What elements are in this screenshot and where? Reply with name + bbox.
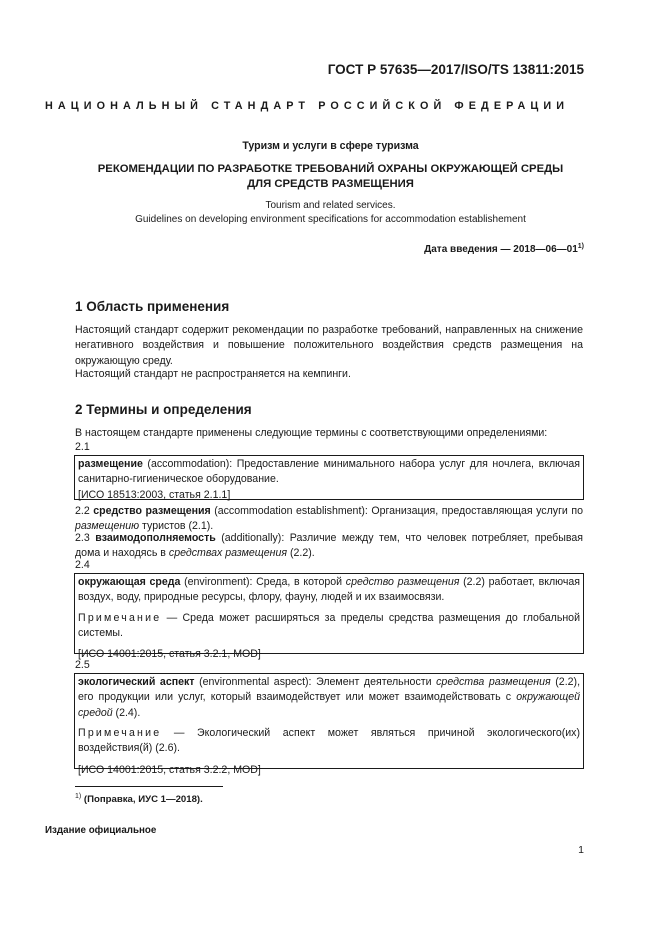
section-2-intro: В настоящем стандарте применены следующие термины с соответствующими определениями:: [75, 427, 548, 439]
footnote: [75, 792, 203, 807]
term-2-5-source: [ИСО 14001:2015, статья 3.2.2, MOD]: [78, 763, 261, 776]
term-2-4-term: окружающая среда: [78, 576, 181, 588]
term-2-3-term: взаимодополняемость: [95, 532, 216, 544]
term-2-2-text-b: туристов (2.1).: [139, 520, 214, 533]
term-2-3-italic: средствах размещения: [168, 547, 288, 560]
term-2-4-source: [ИСО 14001:2015, статья 3.2.1, MOD]: [78, 648, 261, 661]
document-title-line2: ДЛЯ СРЕДСТВ РАЗМЕЩЕНИЯ: [247, 178, 414, 190]
section-2-heading: 2 Термины и определения: [75, 402, 252, 417]
national-standard-banner: НАЦИОНАЛЬНЫЙ СТАНДАРТ РОССИЙСКОЙ ФЕДЕРАЦИИ: [45, 100, 570, 112]
term-2-2-text-a: (accommodation establishment): Организация, предоставляющая услуги по: [210, 505, 583, 517]
term-2-5-text-a: (environmental aspect): Элемент деятельности: [194, 676, 437, 688]
term-2-3-text-b: (2.2).: [287, 547, 315, 560]
term-2-2-term: средство размещения: [93, 505, 211, 517]
term-2-4-text-b: (2.2) работает, включая воздух, воду, природные ресурсы, флору, фауну, людей и их взаимосвязи.: [78, 576, 580, 604]
document-title-line1: РЕКОМЕНДАЦИИ ПО РАЗРАБОТКЕ ТРЕБОВАНИЙ ОХРАНЫ ОКРУЖАЮЩЕЙ СРЕДЫ: [97, 163, 564, 175]
term-2-4-box: [74, 573, 584, 661]
section-1-text-1: Настоящий стандарт содержит рекомендации по разработке требований, направленных на снижение негативного воздействия и повышение положительного воздействия средств размещения на окружающую среду.: [75, 324, 583, 367]
term-2-4-note-text: — Среда может расширяться за пределы средства размещения до глобальной системы.: [78, 611, 580, 640]
term-2-5-term: экологический аспект: [78, 676, 195, 688]
term-2-4-italic: средство размещения: [345, 576, 460, 588]
introduction-date-text: Дата введения — 2018—06—01: [424, 244, 578, 255]
term-2-5-note-label: Примечание: [78, 727, 162, 740]
section-1-text-2: Настоящий стандарт не распространяется на кемпинги.: [75, 368, 351, 380]
term-2-3: [75, 531, 583, 562]
term-2-4-number: 2.4: [75, 559, 90, 571]
section-1-paragraph-2: [75, 367, 583, 382]
term-2-5-italic-2: окружающей средой: [78, 691, 580, 719]
term-2-5-text-c: (2.4).: [112, 706, 141, 719]
english-title: [0, 199, 661, 227]
term-2-5-note-text: — Экологический аспект может являться причиной экологического(их) воздействия(й) (2.6).: [78, 727, 580, 755]
term-2-1-definition: (accommodation): Предоставление минимального набора услуг для ночлега, включая санитарно-гигиеническое оборудование.: [78, 458, 580, 486]
english-title-line1: Tourism and related services.: [265, 200, 396, 211]
section-1-heading: 1 Область применения: [75, 299, 230, 314]
footnote-marker: 1): [577, 243, 584, 250]
term-2-1-box: [74, 455, 584, 500]
document-title: [0, 162, 661, 192]
introduction-date: [0, 242, 584, 258]
footnote-divider: [75, 786, 223, 787]
term-2-2-number: 2.2: [75, 505, 94, 517]
gost-code: ГОСТ Р 57635—2017/ISO/TS 13811:2015: [327, 62, 584, 77]
term-2-3-number: 2.3: [75, 532, 96, 544]
term-2-1-term: размещение: [78, 458, 143, 470]
term-2-4-text-a: (environment): Среда, в которой: [180, 576, 346, 588]
term-2-5-box: [74, 673, 584, 776]
footnote-text: (Поправка, ИУС 1—2018).: [81, 794, 203, 805]
term-2-4-note-label: Примечание: [78, 611, 162, 624]
official-edition-label: Издание официальное: [45, 825, 157, 836]
footnote-ref: 1): [75, 793, 82, 800]
term-2-5-italic-1: средства размещения: [436, 676, 551, 688]
term-2-5-number: 2.5: [75, 659, 90, 671]
page-number: 1: [578, 844, 584, 856]
english-title-line2: Guidelines on developing environment specifications for accommodation establishement: [135, 214, 526, 225]
section-1-paragraph-1: [75, 323, 583, 369]
term-2-1-source: [ИСО 18513:2003, статья 2.1.1]: [78, 488, 231, 501]
term-2-3-text-a: (additionally): Различие между тем, что человек потребляет, пребывая дома и находясь в: [75, 532, 583, 560]
term-2-5-text-b: (2.2), его продукции или услуг, который взаимодействует или может взаимодействовать с: [78, 676, 581, 704]
document-topic: Туризм и услуги в сфере туризма: [242, 140, 419, 152]
term-2-1-number: 2.1: [75, 441, 90, 453]
term-2-2-italic: размещению: [75, 520, 140, 533]
